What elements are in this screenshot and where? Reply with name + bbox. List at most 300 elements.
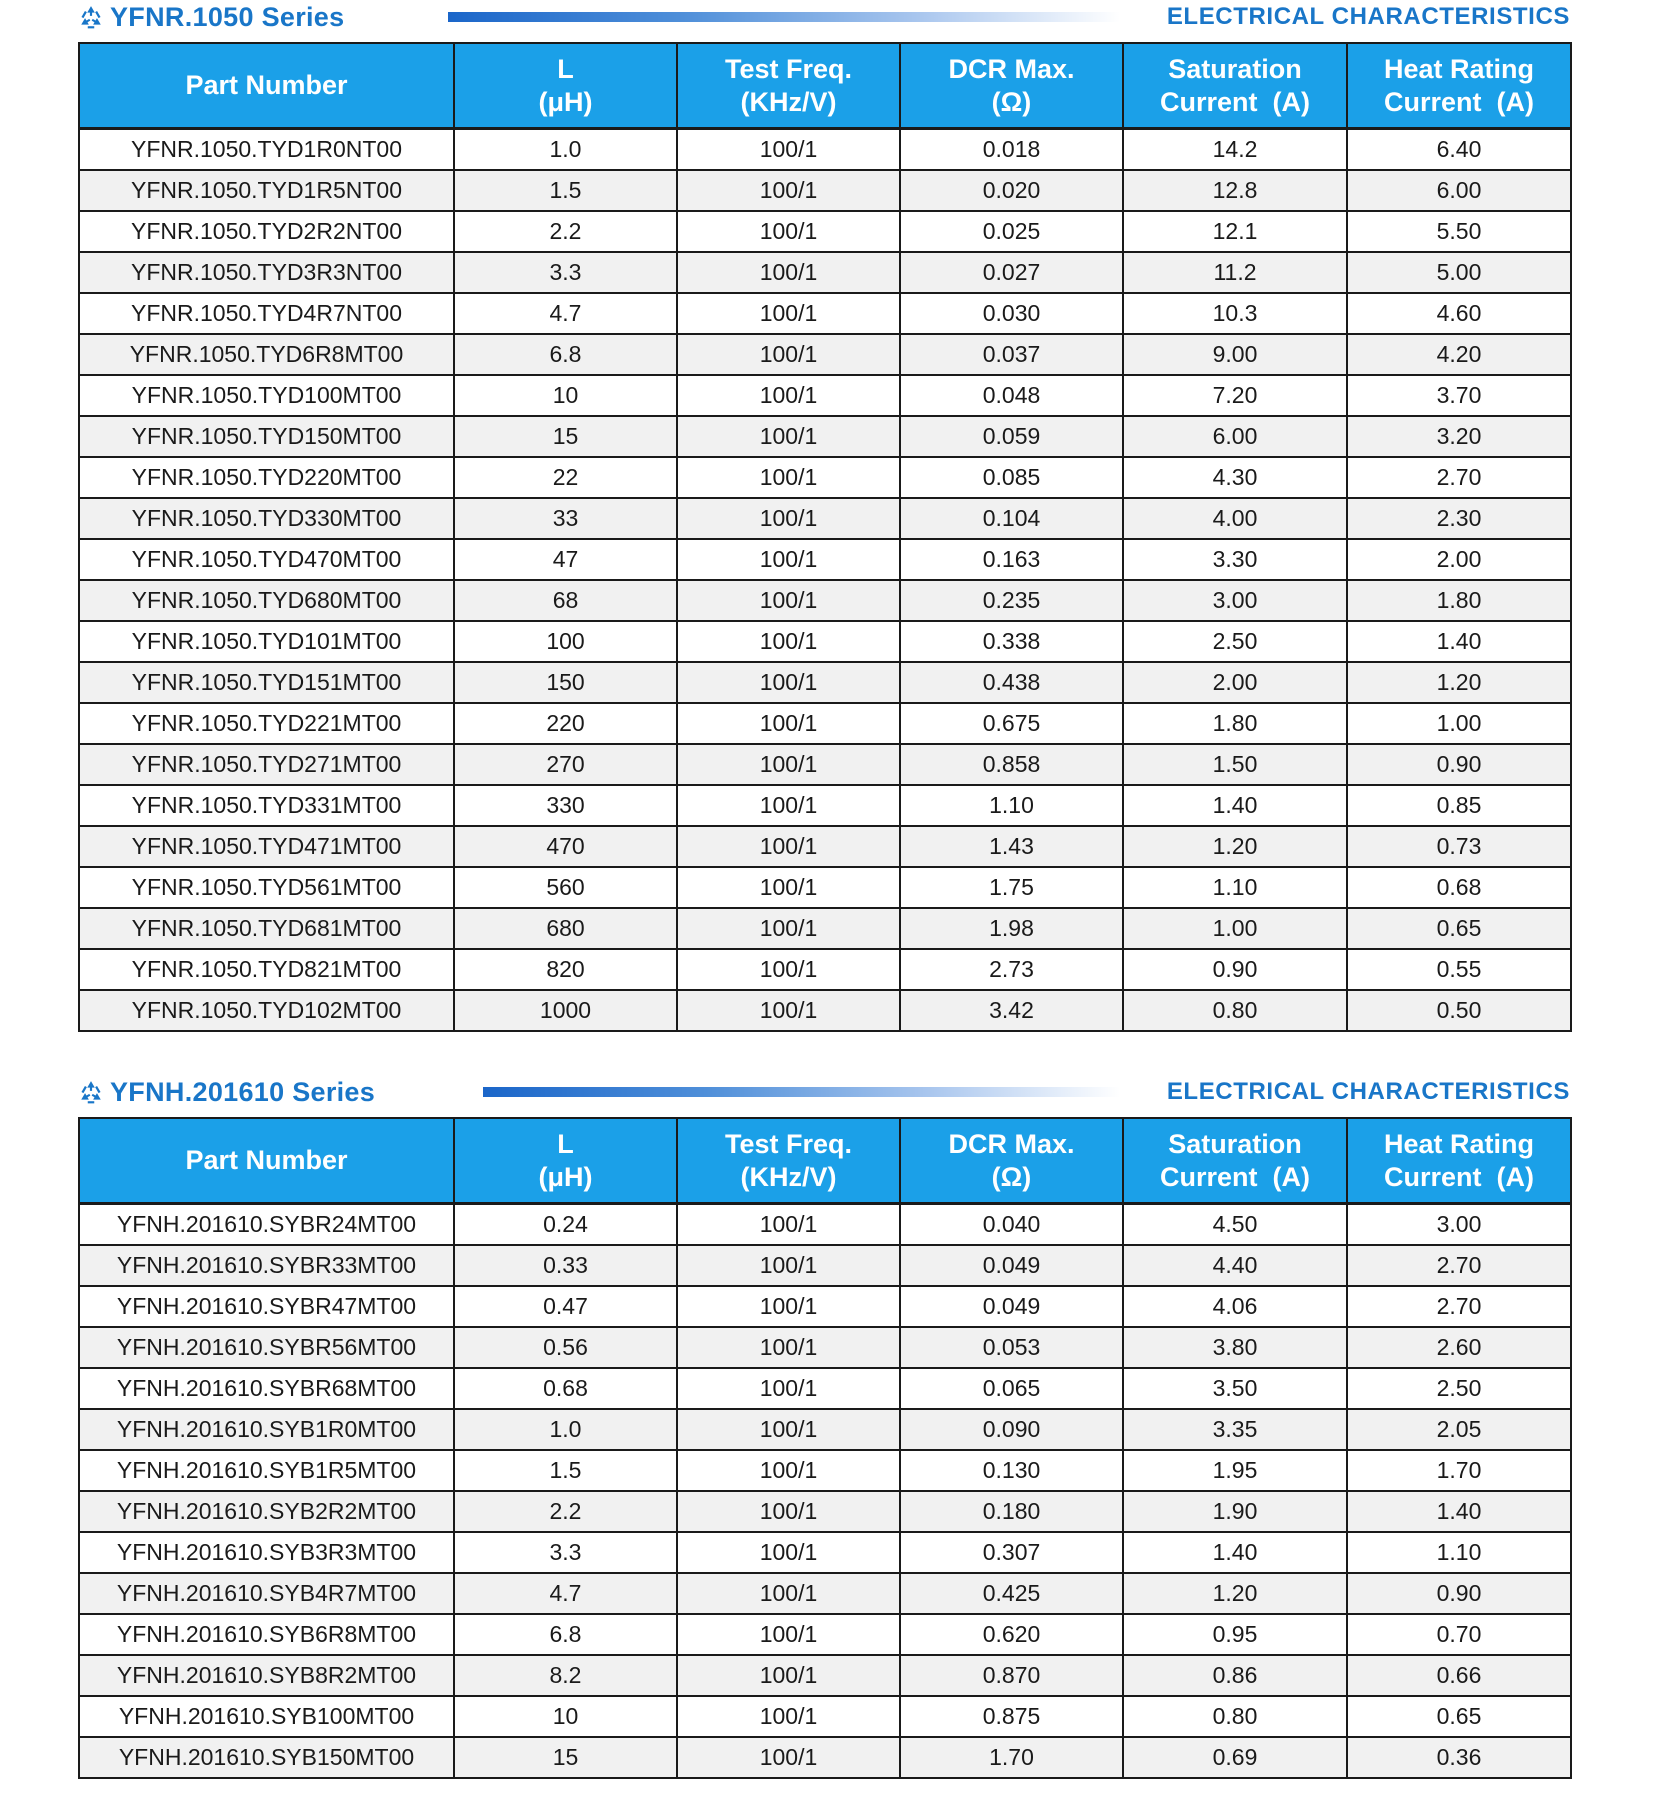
value-cell: 0.053 (900, 1327, 1123, 1368)
value-cell: 0.235 (900, 580, 1123, 621)
value-cell: 100/1 (677, 539, 900, 580)
column-header-line: (Ω) (991, 1161, 1032, 1192)
table-row (79, 1327, 1571, 1368)
part-number-cell: YFNH.201610.SYB1R5MT00 (79, 1450, 454, 1491)
value-cell: 100/1 (677, 1450, 900, 1491)
value-cell: 100/1 (677, 826, 900, 867)
part-number-cell: YFNH.201610.SYBR56MT00 (79, 1327, 454, 1368)
value-cell: 680 (454, 908, 677, 949)
part-number-cell: YFNR.1050.TYD470MT00 (79, 539, 454, 580)
value-cell: 820 (454, 949, 677, 990)
section-title (78, 0, 356, 34)
value-cell: 0.33 (454, 1245, 677, 1286)
value-cell: 1.10 (1123, 867, 1347, 908)
part-number-cell: YFNH.201610.SYBR47MT00 (79, 1286, 454, 1327)
value-cell: 0.858 (900, 744, 1123, 785)
value-cell: 2.2 (454, 211, 677, 252)
column-header-line: DCR Max. (948, 53, 1075, 84)
value-cell: 1.40 (1123, 1532, 1347, 1573)
value-cell: 0.70 (1347, 1614, 1571, 1655)
part-number-cell: YFNR.1050.TYD150MT00 (79, 416, 454, 457)
column-header-line: Heat Rating (1383, 1128, 1535, 1159)
value-cell: 0.875 (900, 1696, 1123, 1737)
part-number-cell: YFNR.1050.TYD220MT00 (79, 457, 454, 498)
table-row (79, 703, 1571, 744)
value-cell: 0.620 (900, 1614, 1123, 1655)
section-header (78, 0, 1570, 34)
section-header (78, 1075, 1570, 1109)
value-cell: 0.104 (900, 498, 1123, 539)
column-header-line: Heat Rating (1383, 53, 1535, 84)
value-cell: 3.00 (1123, 580, 1347, 621)
column-header (1123, 43, 1347, 129)
value-cell: 3.35 (1123, 1409, 1347, 1450)
part-number-cell: YFNH.201610.SYB1R0MT00 (79, 1409, 454, 1450)
value-cell: 1.43 (900, 826, 1123, 867)
part-number-cell: YFNR.1050.TYD1R5NT00 (79, 170, 454, 211)
value-cell: 3.20 (1347, 416, 1571, 457)
value-cell: 1.10 (900, 785, 1123, 826)
table-body (79, 129, 1571, 1032)
value-cell: 3.70 (1347, 375, 1571, 416)
value-cell: 100/1 (677, 621, 900, 662)
section-right-title: ELECTRICAL CHARACTERISTICS (1166, 1078, 1570, 1105)
part-number-cell: YFNR.1050.TYD2R2NT00 (79, 211, 454, 252)
column-header-line: Part Number (185, 1145, 348, 1175)
value-cell: 7.20 (1123, 375, 1347, 416)
value-cell: 6.40 (1347, 129, 1571, 171)
part-number-cell: YFNR.1050.TYD100MT00 (79, 375, 454, 416)
table-row (79, 1532, 1571, 1573)
table-row (79, 498, 1571, 539)
value-cell: 9.00 (1123, 334, 1347, 375)
value-cell: 330 (454, 785, 677, 826)
value-cell: 0.338 (900, 621, 1123, 662)
value-cell: 0.090 (900, 1409, 1123, 1450)
value-cell: 100/1 (677, 867, 900, 908)
table-row (79, 990, 1571, 1031)
column-header (79, 1118, 454, 1204)
value-cell: 2.00 (1347, 539, 1571, 580)
value-cell: 0.425 (900, 1573, 1123, 1614)
value-cell: 1.5 (454, 1450, 677, 1491)
column-header (454, 43, 677, 129)
value-cell: 0.69 (1123, 1737, 1347, 1778)
value-cell: 3.42 (900, 990, 1123, 1031)
recycle-icon (78, 1079, 104, 1105)
value-cell: 47 (454, 539, 677, 580)
part-number-cell: YFNR.1050.TYD271MT00 (79, 744, 454, 785)
value-cell: 100/1 (677, 1491, 900, 1532)
column-header (1123, 1118, 1347, 1204)
value-cell: 33 (454, 498, 677, 539)
part-number-cell: YFNR.1050.TYD1R0NT00 (79, 129, 454, 171)
value-cell: 3.3 (454, 1532, 677, 1573)
value-cell: 0.049 (900, 1286, 1123, 1327)
value-cell: 12.8 (1123, 170, 1347, 211)
value-cell: 0.307 (900, 1532, 1123, 1573)
value-cell: 1.0 (454, 129, 677, 171)
recycle-icon (78, 4, 104, 30)
column-header-line: Current (A) (1160, 86, 1310, 117)
value-cell: 100/1 (677, 498, 900, 539)
value-cell: 100/1 (677, 334, 900, 375)
column-header-line: (KHz/V) (740, 86, 837, 117)
value-cell: 5.00 (1347, 252, 1571, 293)
value-cell: 100/1 (677, 1532, 900, 1573)
value-cell: 10 (454, 375, 677, 416)
value-cell: 2.70 (1347, 1245, 1571, 1286)
section-title (78, 1075, 387, 1109)
spec-table (78, 42, 1572, 1032)
column-header-line: (μH) (538, 1161, 593, 1192)
value-cell: 4.40 (1123, 1245, 1347, 1286)
column-header (454, 1118, 677, 1204)
value-cell: 2.05 (1347, 1409, 1571, 1450)
table-row (79, 375, 1571, 416)
value-cell: 0.085 (900, 457, 1123, 498)
value-cell: 2.00 (1123, 662, 1347, 703)
value-cell: 1.40 (1347, 621, 1571, 662)
value-cell: 0.130 (900, 1450, 1123, 1491)
column-header-line: L (557, 53, 574, 84)
value-cell: 6.8 (454, 1614, 677, 1655)
value-cell: 3.80 (1123, 1327, 1347, 1368)
value-cell: 100/1 (677, 744, 900, 785)
column-header-line: Part Number (185, 70, 348, 100)
value-cell: 1.75 (900, 867, 1123, 908)
value-cell: 0.018 (900, 129, 1123, 171)
column-header (1347, 43, 1571, 129)
value-cell: 3.00 (1347, 1204, 1571, 1246)
value-cell: 0.55 (1347, 949, 1571, 990)
value-cell: 3.3 (454, 252, 677, 293)
value-cell: 150 (454, 662, 677, 703)
column-header-line: Current (A) (1384, 1161, 1534, 1192)
part-number-cell: YFNR.1050.TYD680MT00 (79, 580, 454, 621)
section-divider-bar (483, 1087, 1120, 1097)
value-cell: 1.70 (900, 1737, 1123, 1778)
value-cell: 0.438 (900, 662, 1123, 703)
value-cell: 0.027 (900, 252, 1123, 293)
column-header-line: Current (A) (1160, 1161, 1310, 1192)
table-row (79, 621, 1571, 662)
value-cell: 5.50 (1347, 211, 1571, 252)
value-cell: 1.70 (1347, 1450, 1571, 1491)
column-header (79, 43, 454, 129)
column-header (900, 43, 1123, 129)
part-number-cell: YFNR.1050.TYD821MT00 (79, 949, 454, 990)
section-right-title: ELECTRICAL CHARACTERISTICS (1166, 3, 1570, 30)
table-row (79, 867, 1571, 908)
value-cell: 100 (454, 621, 677, 662)
table-row (79, 1655, 1571, 1696)
value-cell: 100/1 (677, 1614, 900, 1655)
value-cell: 22 (454, 457, 677, 498)
part-number-cell: YFNR.1050.TYD102MT00 (79, 990, 454, 1031)
table-row (79, 293, 1571, 334)
value-cell: 100/1 (677, 1737, 900, 1778)
part-number-cell: YFNH.201610.SYBR33MT00 (79, 1245, 454, 1286)
value-cell: 2.2 (454, 1491, 677, 1532)
value-cell: 14.2 (1123, 129, 1347, 171)
value-cell: 4.7 (454, 293, 677, 334)
table-row (79, 539, 1571, 580)
value-cell: 0.059 (900, 416, 1123, 457)
part-number-cell: YFNR.1050.TYD471MT00 (79, 826, 454, 867)
part-number-cell: YFNH.201610.SYB150MT00 (79, 1737, 454, 1778)
part-number-cell: YFNH.201610.SYB3R3MT00 (79, 1532, 454, 1573)
value-cell: 1.5 (454, 170, 677, 211)
value-cell: 0.049 (900, 1245, 1123, 1286)
part-number-cell: YFNR.1050.TYD561MT00 (79, 867, 454, 908)
value-cell: 100/1 (677, 1204, 900, 1246)
value-cell: 0.180 (900, 1491, 1123, 1532)
value-cell: 100/1 (677, 662, 900, 703)
value-cell: 1.20 (1123, 826, 1347, 867)
column-header-line: (KHz/V) (740, 1161, 837, 1192)
column-header (677, 1118, 900, 1204)
series-section-201610 (78, 1075, 1570, 1770)
value-cell: 0.66 (1347, 1655, 1571, 1696)
value-cell: 3.50 (1123, 1368, 1347, 1409)
value-cell: 15 (454, 416, 677, 457)
value-cell: 0.68 (454, 1368, 677, 1409)
value-cell: 100/1 (677, 1368, 900, 1409)
column-header (1347, 1118, 1571, 1204)
part-number-cell: YFNR.1050.TYD331MT00 (79, 785, 454, 826)
value-cell: 2.70 (1347, 1286, 1571, 1327)
column-header-line: DCR Max. (948, 1128, 1075, 1159)
value-cell: 0.47 (454, 1286, 677, 1327)
value-cell: 4.30 (1123, 457, 1347, 498)
value-cell: 0.24 (454, 1204, 677, 1246)
value-cell: 0.65 (1347, 908, 1571, 949)
value-cell: 2.70 (1347, 457, 1571, 498)
column-header-line: L (557, 1128, 574, 1159)
value-cell: 3.30 (1123, 539, 1347, 580)
part-number-cell: YFNR.1050.TYD6R8MT00 (79, 334, 454, 375)
table-row (79, 211, 1571, 252)
value-cell: 2.50 (1347, 1368, 1571, 1409)
table-row (79, 129, 1571, 171)
value-cell: 100/1 (677, 1286, 900, 1327)
value-cell: 0.86 (1123, 1655, 1347, 1696)
column-header-line: Saturation (1168, 1128, 1302, 1159)
value-cell: 1.20 (1347, 662, 1571, 703)
value-cell: 1.90 (1123, 1491, 1347, 1532)
value-cell: 68 (454, 580, 677, 621)
value-cell: 0.90 (1347, 1573, 1571, 1614)
value-cell: 100/1 (677, 1655, 900, 1696)
table-row (79, 744, 1571, 785)
column-header-line: Test Freq. (724, 53, 853, 84)
table-row (79, 1286, 1571, 1327)
value-cell: 100/1 (677, 252, 900, 293)
value-cell: 1.00 (1347, 703, 1571, 744)
value-cell: 0.90 (1123, 949, 1347, 990)
column-header-line: (Ω) (991, 86, 1032, 117)
value-cell: 100/1 (677, 703, 900, 744)
value-cell: 1000 (454, 990, 677, 1031)
section-divider-bar (448, 12, 1120, 22)
table-row (79, 1450, 1571, 1491)
value-cell: 10 (454, 1696, 677, 1737)
value-cell: 100/1 (677, 375, 900, 416)
value-cell: 0.163 (900, 539, 1123, 580)
table-row (79, 662, 1571, 703)
part-number-cell: YFNR.1050.TYD101MT00 (79, 621, 454, 662)
value-cell: 0.048 (900, 375, 1123, 416)
value-cell: 2.60 (1347, 1327, 1571, 1368)
value-cell: 1.98 (900, 908, 1123, 949)
value-cell: 1.20 (1123, 1573, 1347, 1614)
value-cell: 100/1 (677, 416, 900, 457)
table-row (79, 457, 1571, 498)
value-cell: 6.8 (454, 334, 677, 375)
value-cell: 0.50 (1347, 990, 1571, 1031)
column-header-line: Test Freq. (724, 1128, 853, 1159)
value-cell: 1.40 (1123, 785, 1347, 826)
value-cell: 100/1 (677, 129, 900, 171)
column-header (677, 43, 900, 129)
part-number-cell: YFNH.201610.SYB100MT00 (79, 1696, 454, 1737)
part-number-cell: YFNH.201610.SYBR24MT00 (79, 1204, 454, 1246)
value-cell: 100/1 (677, 908, 900, 949)
value-cell: 0.68 (1347, 867, 1571, 908)
value-cell: 0.56 (454, 1327, 677, 1368)
value-cell: 8.2 (454, 1655, 677, 1696)
value-cell: 100/1 (677, 1409, 900, 1450)
value-cell: 220 (454, 703, 677, 744)
part-number-cell: YFNH.201610.SYB4R7MT00 (79, 1573, 454, 1614)
table-row (79, 416, 1571, 457)
column-header-line: Current (A) (1384, 86, 1534, 117)
value-cell: 100/1 (677, 211, 900, 252)
table-row (79, 908, 1571, 949)
value-cell: 0.95 (1123, 1614, 1347, 1655)
section-title-text: YFNR.1050 Series (110, 2, 345, 32)
value-cell: 100/1 (677, 1245, 900, 1286)
value-cell: 4.60 (1347, 293, 1571, 334)
column-header-line: Saturation (1168, 53, 1302, 84)
value-cell: 100/1 (677, 785, 900, 826)
section-title-text: YFNH.201610 Series (110, 1077, 376, 1107)
value-cell: 100/1 (677, 990, 900, 1031)
column-header (900, 1118, 1123, 1204)
part-number-cell: YFNH.201610.SYBR68MT00 (79, 1368, 454, 1409)
column-header-line: (μH) (538, 86, 593, 117)
table-row (79, 1696, 1571, 1737)
value-cell: 0.065 (900, 1368, 1123, 1409)
part-number-cell: YFNR.1050.TYD221MT00 (79, 703, 454, 744)
value-cell: 1.0 (454, 1409, 677, 1450)
value-cell: 1.10 (1347, 1532, 1571, 1573)
value-cell: 0.037 (900, 334, 1123, 375)
table-row (79, 1368, 1571, 1409)
value-cell: 0.020 (900, 170, 1123, 211)
value-cell: 0.025 (900, 211, 1123, 252)
value-cell: 11.2 (1123, 252, 1347, 293)
table-row (79, 1204, 1571, 1246)
table-row (79, 252, 1571, 293)
part-number-cell: YFNH.201610.SYB2R2MT00 (79, 1491, 454, 1532)
value-cell: 100/1 (677, 1327, 900, 1368)
value-cell: 0.90 (1347, 744, 1571, 785)
part-number-cell: YFNR.1050.TYD681MT00 (79, 908, 454, 949)
value-cell: 4.20 (1347, 334, 1571, 375)
value-cell: 4.50 (1123, 1204, 1347, 1246)
value-cell: 1.40 (1347, 1491, 1571, 1532)
table-row (79, 1614, 1571, 1655)
table-row (79, 826, 1571, 867)
value-cell: 2.50 (1123, 621, 1347, 662)
table-row (79, 1737, 1571, 1778)
part-number-cell: YFNR.1050.TYD151MT00 (79, 662, 454, 703)
value-cell: 470 (454, 826, 677, 867)
table-row (79, 334, 1571, 375)
table-row (79, 1573, 1571, 1614)
value-cell: 15 (454, 1737, 677, 1778)
value-cell: 2.73 (900, 949, 1123, 990)
table-row (79, 1491, 1571, 1532)
value-cell: 0.73 (1347, 826, 1571, 867)
value-cell: 560 (454, 867, 677, 908)
value-cell: 0.65 (1347, 1696, 1571, 1737)
part-number-cell: YFNR.1050.TYD4R7NT00 (79, 293, 454, 334)
value-cell: 4.7 (454, 1573, 677, 1614)
table-row (79, 785, 1571, 826)
part-number-cell: YFNH.201610.SYB8R2MT00 (79, 1655, 454, 1696)
value-cell: 100/1 (677, 1573, 900, 1614)
part-number-cell: YFNR.1050.TYD330MT00 (79, 498, 454, 539)
value-cell: 1.00 (1123, 908, 1347, 949)
value-cell: 2.30 (1347, 498, 1571, 539)
table-header-row (79, 1118, 1571, 1204)
value-cell: 0.85 (1347, 785, 1571, 826)
table-row (79, 1245, 1571, 1286)
value-cell: 0.040 (900, 1204, 1123, 1246)
table-header-row (79, 43, 1571, 129)
spec-table (78, 1117, 1572, 1779)
value-cell: 100/1 (677, 580, 900, 621)
value-cell: 0.36 (1347, 1737, 1571, 1778)
value-cell: 12.1 (1123, 211, 1347, 252)
part-number-cell: YFNH.201610.SYB6R8MT00 (79, 1614, 454, 1655)
value-cell: 0.870 (900, 1655, 1123, 1696)
value-cell: 10.3 (1123, 293, 1347, 334)
value-cell: 1.80 (1347, 580, 1571, 621)
table-row (79, 580, 1571, 621)
value-cell: 4.00 (1123, 498, 1347, 539)
table-row (79, 1409, 1571, 1450)
value-cell: 4.06 (1123, 1286, 1347, 1327)
value-cell: 100/1 (677, 170, 900, 211)
table-body (79, 1204, 1571, 1779)
value-cell: 6.00 (1347, 170, 1571, 211)
value-cell: 0.030 (900, 293, 1123, 334)
value-cell: 1.95 (1123, 1450, 1347, 1491)
table-row (79, 949, 1571, 990)
value-cell: 0.675 (900, 703, 1123, 744)
value-cell: 1.50 (1123, 744, 1347, 785)
value-cell: 0.80 (1123, 990, 1347, 1031)
series-section-1050 (78, 0, 1570, 1023)
value-cell: 100/1 (677, 949, 900, 990)
part-number-cell: YFNR.1050.TYD3R3NT00 (79, 252, 454, 293)
value-cell: 100/1 (677, 293, 900, 334)
table-row (79, 170, 1571, 211)
